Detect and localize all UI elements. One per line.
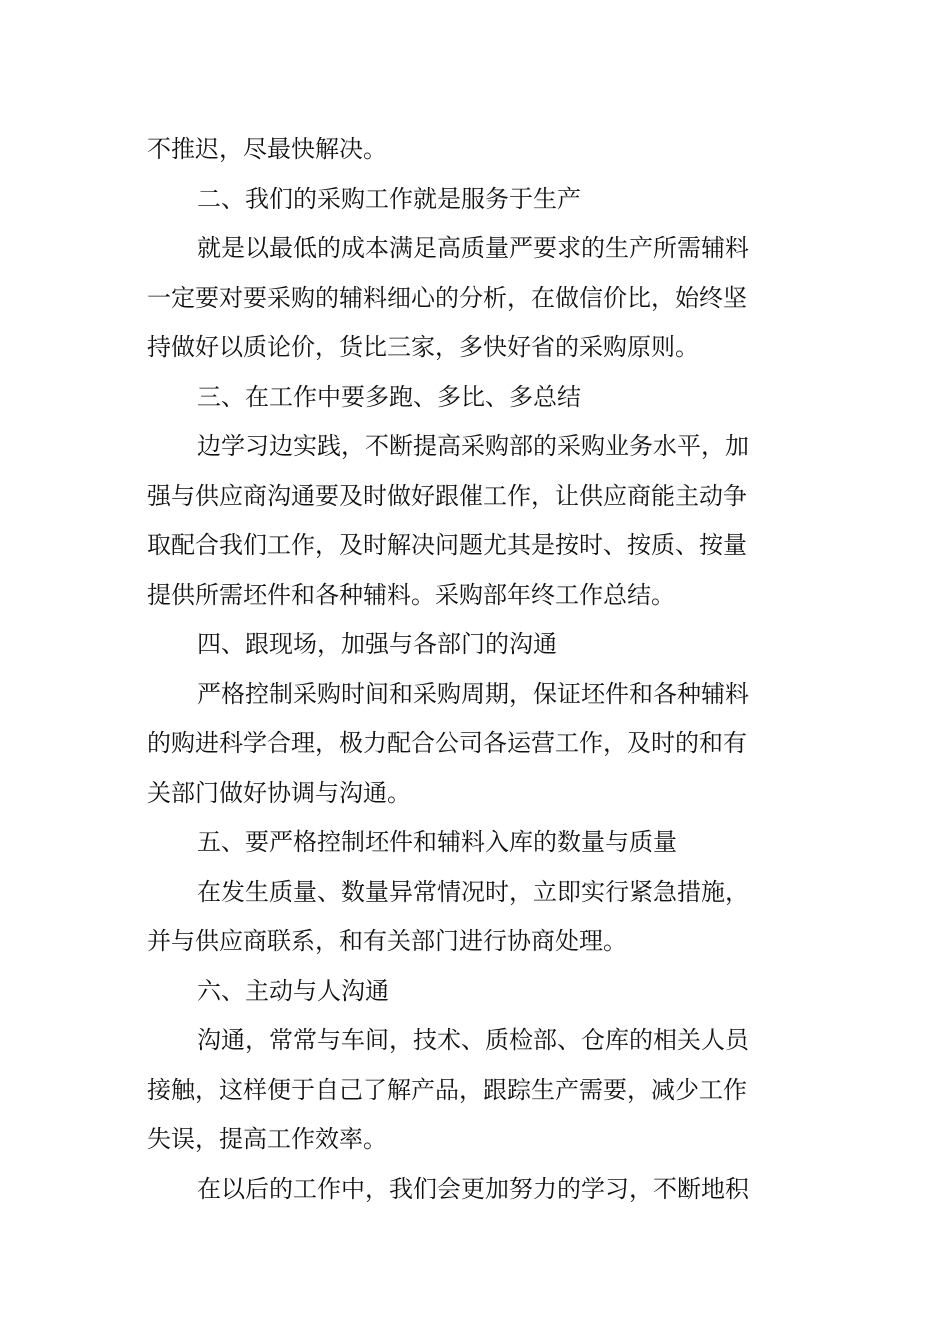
paragraph-line: 失误，提高工作效率。 [147, 1125, 387, 1153]
paragraph-line: 取配合我们工作，及时解决问题尤其是按时、按质、按量 [147, 531, 747, 559]
paragraph-line: 边学习边实践，不断提高采购部的采购业务水平，加 [197, 432, 749, 460]
paragraph-line: 就是以最低的成本满足高质量严要求的生产所需辅料 [197, 234, 749, 262]
paragraph-line: 并与供应商联系，和有关部门进行协商处理。 [147, 927, 627, 955]
section-heading-6: 六、主动与人沟通 [197, 976, 389, 1005]
paragraph-line: 接触，这样便于自己了解产品，跟踪生产需要，减少工作 [147, 1075, 747, 1104]
paragraph-line: 持做好以质论价，货比三家，多快好省的采购原则。 [147, 333, 699, 361]
paragraph-line: 提供所需坯件和各种辅料。采购部年终工作总结。 [147, 580, 675, 609]
paragraph-line: 的购进科学合理，极力配合公司各运营工作，及时的和有 [147, 729, 747, 757]
section-heading-3: 三、在工作中要多跑、多比、多总结 [197, 382, 581, 411]
section-heading-5: 五、要严格控制坯件和辅料入库的数量与质量 [197, 828, 677, 856]
paragraph-line: 在发生质量、数量异常情况时，立即实行紧急措施， [197, 877, 749, 906]
section-heading-4: 四、跟现场，加强与各部门的沟通 [197, 630, 557, 658]
paragraph-line: 强与供应商沟通要及时做好跟催工作，让供应商能主动争 [147, 481, 747, 510]
paragraph-line: 关部门做好协调与沟通。 [147, 778, 411, 807]
paragraph-line: 在以后的工作中，我们会更加努力的学习，不断地积 [197, 1174, 749, 1203]
paragraph-line: 一定要对要采购的辅料细心的分析，在做信价比，始终坚 [147, 283, 747, 312]
paragraph-line: 沟通，常常与车间，技术、质检部、仓库的相关人员 [197, 1026, 749, 1054]
paragraph-line: 严格控制采购时间和采购周期，保证坯件和各种辅料 [197, 679, 749, 708]
text-line-continuation: 不推迟，尽最快解决。 [147, 135, 387, 163]
section-heading-2: 二、我们的采购工作就是服务于生产 [197, 184, 581, 213]
document-body [147, 125, 807, 1214]
